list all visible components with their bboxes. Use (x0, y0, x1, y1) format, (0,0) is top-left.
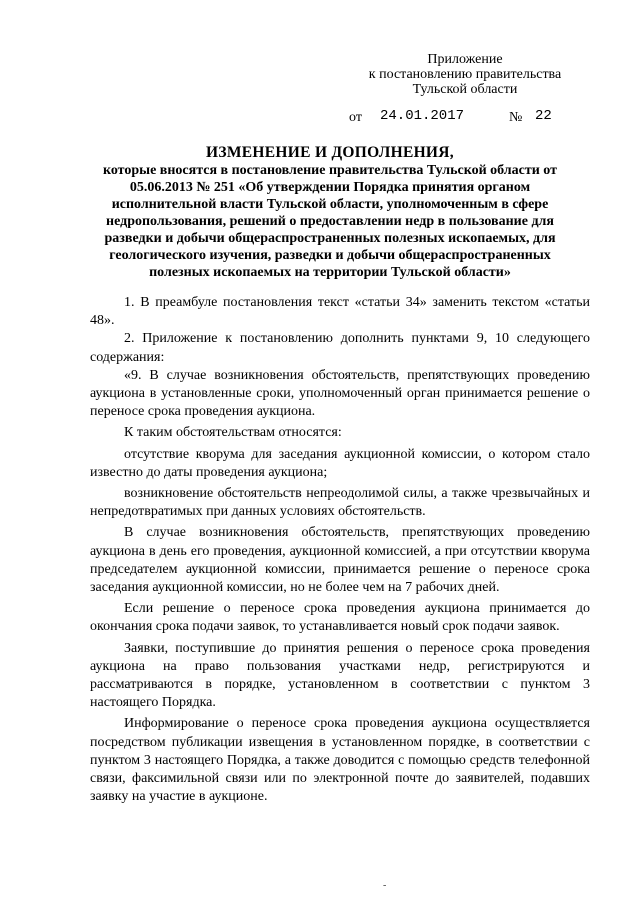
date-label: от (349, 110, 362, 125)
document-number-line (0, 108, 640, 128)
document-number: 22 (535, 108, 552, 124)
appendix-line-3: Тульской области (412, 82, 518, 97)
document-body (90, 294, 590, 809)
appendix-line-2: к постановлению правительства (368, 67, 562, 82)
paragraph-3: «9. В случае возникновения обстоятельств, препятствующих проведению аукциона в установленные сроки, уполномоченный орган принимается решение о переносе срока проведения аукциона. (90, 367, 590, 420)
paragraph-6: возникновение обстоятельств непреодолимой силы, а также чрезвычайных и непредотвратимых при данных условиях обстоятельств. (90, 486, 590, 520)
appendix-line-1: Приложение (427, 52, 503, 67)
document-date: 24.01.2017 (380, 108, 465, 124)
paragraph-10: Информирование о переносе срока проведения аукциона осуществляется посредством публикации извещения в установленном порядке, в соответствии с пунктом 3 настоящего Порядка, а также доводится с помощью средств телефонной связи, факсимильной связи или по электронной почте до заявителей, подавших заявку на участие в аукционе. (90, 716, 590, 805)
paragraph-4: К таким обстоятельствам относятся: (124, 425, 342, 441)
paragraph-2: 2. Приложение к постановлению дополнить пунктами 9, 10 следующего содержания: (90, 331, 590, 365)
paragraph-8: Если решение о переносе срока проведения аукциона принимается до окончания срока подачи заявок, то устанавливается новый срок подачи заявок. (90, 601, 590, 635)
title-main: ИЗМЕНЕНИЕ И ДОПОЛНЕНИЯ, (206, 144, 454, 161)
number-label: № (509, 110, 523, 125)
document-title (80, 143, 580, 281)
paragraph-9: Заявки, поступившие до принятия решения о переносе срока проведения аукциона на право пользования участками недр, регистрируются и рассматриваются в порядке, установленном в соответствии с пунктом 3 настоящего Порядка. (90, 640, 590, 711)
paragraph-5: отсутствие кворума для заседания аукционной комиссии, о котором стало известно до даты проведения аукциона; (90, 446, 590, 480)
paragraph-1: 1. В преамбуле постановления текст «статьи 34» заменить текстом «статьи 48». (90, 295, 590, 329)
footer-mark: - (383, 880, 387, 891)
title-subtitle: которые вносятся в постановление правительства Тульской области от 05.06.2013 № 251 «Об утверждении Порядка принятия органом исполнительной власти Тульской области, уполномоченным в сфере недропользования, решений о предоставлении недр в пользование для разведки и добычи общераспространенных полезных ископаемых, для геологического изучения, разведки и добычи общераспространенных полезных ископаемых на территории Тульской области» (102, 163, 557, 280)
paragraph-7: В случае возникновения обстоятельств, препятствующих проведению аукциона в день его проведения, аукционной комиссией, а при отсутствии кворума председателем аукционной комиссии, принимается решение о переносе срока заседания аукционной комиссии, но не более чем на 7 рабочих дней. (90, 525, 590, 596)
appendix-header (340, 52, 590, 97)
